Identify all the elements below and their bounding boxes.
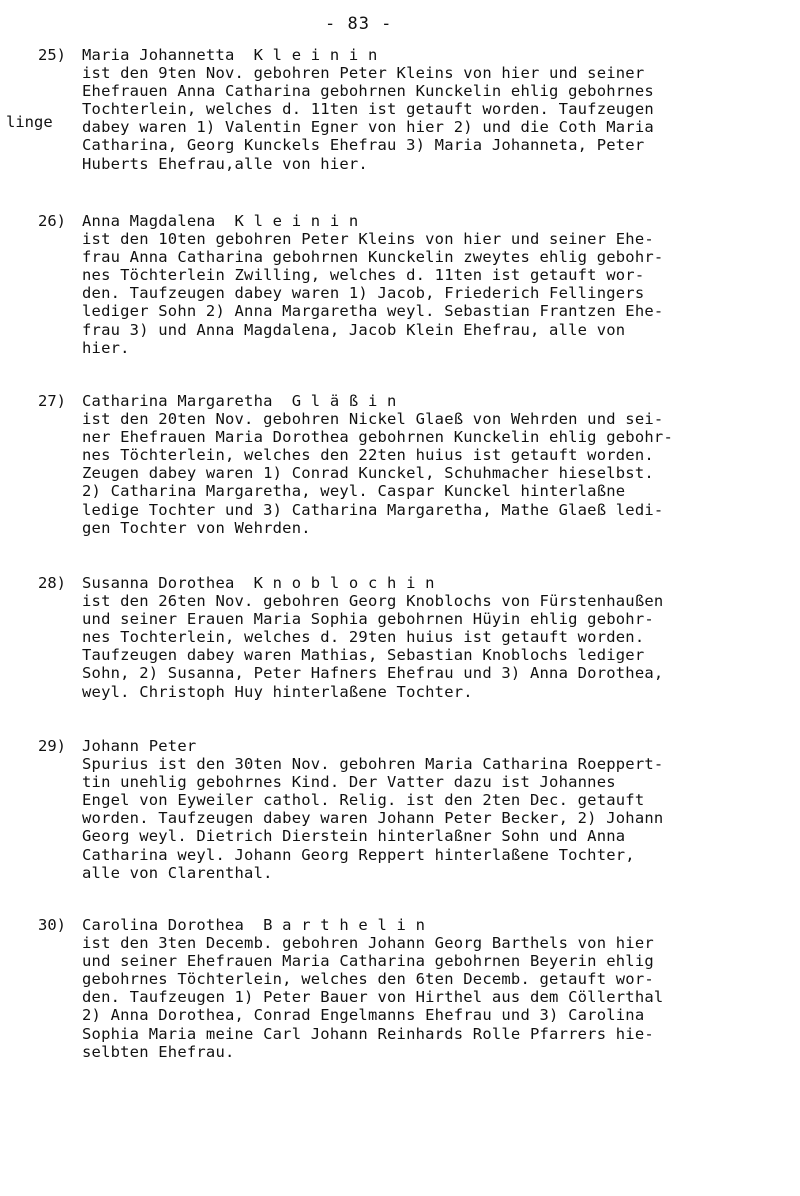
- entry-text-line: 2) Catharina Margaretha, weyl. Caspar Kunckel hinterlaßne: [82, 482, 626, 501]
- entry-text-line: alle von Clarenthal.: [82, 863, 273, 882]
- entry-text-line: Georg weyl. Dietrich Dierstein hinterlaßner Sohn und Anna: [82, 827, 626, 846]
- entry-text-line: ist den 20ten Nov. gebohren Nickel Glaeß von Wehrden und sei-: [82, 410, 664, 429]
- entry-text-line: ist den 3ten Decemb. gebohren Johann Georg Barthels von hier: [82, 934, 654, 953]
- entry-heading-name: Catharina Margaretha G l ä ß i n: [82, 392, 397, 410]
- entry-text-line: lediger Sohn 2) Anna Margaretha weyl. Sebastian Frantzen Ehe-: [82, 302, 664, 321]
- entry-text-line: Engel von Eyweiler cathol. Relig. ist den 2ten Dec. getauft: [82, 791, 645, 810]
- entry-text-line: ner Ehefrauen Maria Dorothea gebohrnen Kunckelin ehlig gebohr-: [82, 428, 673, 447]
- entry-text-line: selbten Ehefrau.: [82, 1042, 235, 1061]
- entry-text-line: und seiner Erauen Maria Sophia gebohrnen Hüyin ehlig gebohr-: [82, 610, 654, 629]
- entry-text-line: den. Taufzeugen dabey waren 1) Jacob, Friederich Fellingers: [82, 284, 645, 303]
- entry-text: [82, 46, 792, 173]
- entry-heading-name: Susanna Dorothea K n o b l o c h i n: [82, 574, 435, 592]
- entry-text: [82, 574, 792, 701]
- entry-text-line: Huberts Ehefrau,alle von hier.: [82, 154, 368, 173]
- entry-text: [82, 212, 792, 357]
- entry-text-line: ist den 10ten gebohren Peter Kleins von hier und seiner Ehe-: [82, 230, 654, 249]
- entry-text-line: den. Taufzeugen 1) Peter Bauer von Hirthel aus dem Cöllerthal: [82, 988, 664, 1007]
- entry-text-line: Catharina, Georg Kunckels Ehefrau 3) Maria Johanneta, Peter: [82, 136, 645, 155]
- entry-number: 27): [38, 392, 66, 410]
- entry-text-line: und seiner Ehefrauen Maria Catharina gebohrnen Beyerin ehlig: [82, 952, 654, 971]
- entry-text-line: Catharina weyl. Johann Georg Reppert hinterlaßene Tochter,: [82, 845, 635, 864]
- page-number: - 83 -: [325, 14, 393, 34]
- entry-number: 30): [38, 916, 66, 934]
- entry-text-line: gen Tochter von Wehrden.: [82, 518, 311, 537]
- entry-text-line: nes Tochterlein, welches d. 29ten huius ist getauft worden.: [82, 628, 645, 647]
- entry-number: 26): [38, 212, 66, 230]
- entry-number: 29): [38, 737, 66, 755]
- entry-text-line: tin unehlig gebohrnes Kind. Der Vatter dazu ist Johannes: [82, 773, 616, 792]
- entry-text-line: 2) Anna Dorothea, Conrad Engelmanns Ehefrau und 3) Carolina: [82, 1006, 645, 1025]
- entry-text-line: weyl. Christoph Huy hinterlaßene Tochter.: [82, 682, 473, 701]
- entry-text-line: Ehefrauen Anna Catharina gebohrnen Kunckelin ehlig gebohrnes: [82, 82, 654, 101]
- entry-text-line: nes Töchterlein Zwilling, welches d. 11ten ist getauft wor-: [82, 266, 645, 285]
- entry-heading-name: Maria Johannetta K l e i n i n: [82, 46, 378, 64]
- entry-text-line: hier.: [82, 338, 130, 357]
- entry-heading-name: Carolina Dorothea B a r t h e l i n: [82, 916, 426, 934]
- entry-heading-name: Johann Peter: [82, 737, 197, 755]
- entry-text: [82, 916, 792, 1061]
- entry-text-line: Zeugen dabey waren 1) Conrad Kunckel, Schuhmacher hieselbst.: [82, 464, 654, 483]
- entry-text-line: ist den 26ten Nov. gebohren Georg Knoblochs von Fürstenhaußen: [82, 592, 664, 611]
- entry-heading-name: Anna Magdalena K l e i n i n: [82, 212, 359, 230]
- entry-text-line: Taufzeugen dabey waren Mathias, Sebastian Knoblochs lediger: [82, 646, 645, 665]
- entry-text: [82, 392, 792, 537]
- entry-text-line: frau Anna Catharina gebohrnen Kunckelin zweytes ehlig gebohr-: [82, 248, 664, 267]
- entry-text-line: ledige Tochter und 3) Catharina Margaretha, Mathe Glaeß ledi-: [82, 500, 664, 519]
- entry-text: [82, 737, 792, 882]
- entry-text-line: nes Töchterlein, welches den 22ten huius ist getauft worden.: [82, 446, 654, 465]
- entry-text-line: Sophia Maria meine Carl Johann Reinhards Rolle Pfarrers hie-: [82, 1024, 654, 1043]
- entry-text-line: Spurius ist den 30ten Nov. gebohren Maria Catharina Roeppert-: [82, 755, 664, 774]
- entry-text-line: dabey waren 1) Valentin Egner von hier 2) und die Coth Maria: [82, 118, 654, 137]
- entry-text-line: Sohn, 2) Susanna, Peter Hafners Ehefrau und 3) Anna Dorothea,: [82, 664, 664, 683]
- margin-note: linge: [6, 113, 53, 131]
- entry-text-line: Tochterlein, welches d. 11ten ist getauft worden. Taufzeugen: [82, 100, 654, 119]
- entry-number: 25): [38, 46, 66, 64]
- entry-text-line: worden. Taufzeugen dabey waren Johann Peter Becker, 2) Johann: [82, 809, 664, 828]
- entry-text-line: gebohrnes Töchterlein, welches den 6ten Decemb. getauft wor-: [82, 970, 654, 989]
- entry-text-line: ist den 9ten Nov. gebohren Peter Kleins von hier und seiner: [82, 64, 645, 83]
- entry-number: 28): [38, 574, 66, 592]
- entry-text-line: frau 3) und Anna Magdalena, Jacob Klein Ehefrau, alle von: [82, 320, 626, 339]
